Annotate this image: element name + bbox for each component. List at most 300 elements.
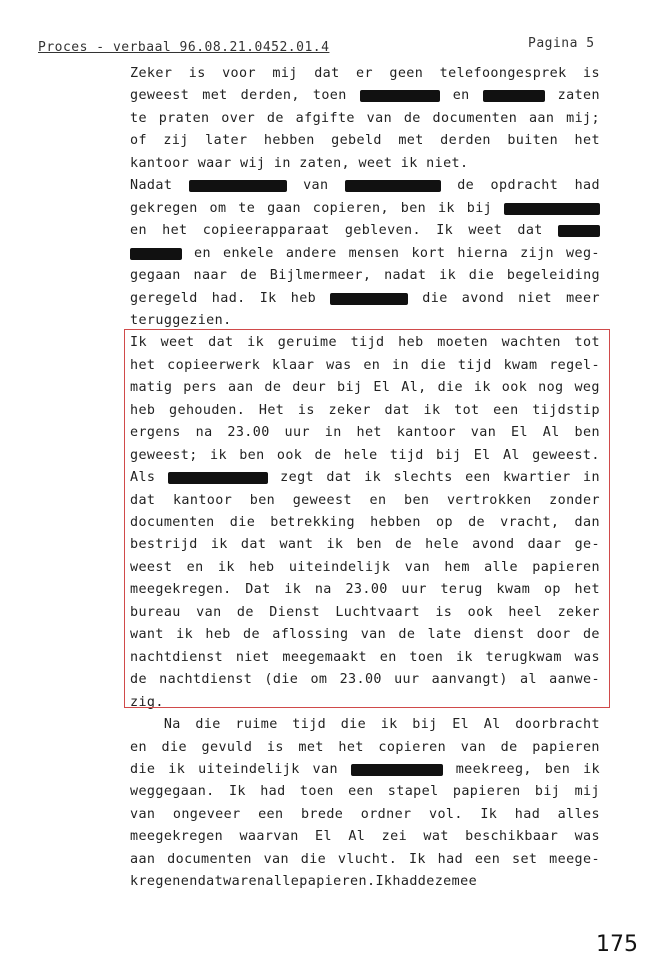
text-word: weest [130,559,173,575]
text-word: terugkwam [485,649,562,665]
text-word: ergens [130,425,181,441]
text-word: Al [502,447,520,463]
text-line [130,85,600,107]
text-word: was [326,357,352,373]
text-word: in [324,425,342,441]
text-word: papieren [452,784,521,800]
text-word: die [130,761,156,777]
text-word: ik [583,761,600,777]
text-word: ook [276,447,303,463]
text-word: regel- [549,357,600,373]
text-word: er [356,66,373,81]
text-word: en [186,559,204,575]
text-line [130,63,600,85]
text-word: kantoor [172,492,233,508]
text-word: de [582,627,600,643]
text-word: dat [240,537,267,553]
text-word: had [514,806,541,822]
text-word: nog [538,380,564,396]
text-word: de [403,110,421,126]
text-word: was [574,829,600,845]
text-word: geweest. [532,447,600,463]
text-word: al [520,672,537,688]
text-word: praten [158,110,210,126]
text-word: het [130,357,156,373]
text-word: nachtdienst [159,672,253,688]
text-word: betrekking [270,515,355,530]
text-word: op [435,515,453,530]
text-word: brede [300,806,344,822]
text-word: documenten [130,515,215,530]
text-word: aan [228,380,254,396]
text-word: weg- [566,245,600,261]
text-word: meegekregen [130,829,224,845]
text-word: de [457,178,475,194]
text-word: tot [454,402,480,418]
text-word: aan [528,110,555,126]
text-line [130,198,600,220]
text-word: de [264,380,282,396]
text-word: van [303,178,329,194]
text-word: buiten [507,133,559,149]
text-word: kwam [503,357,538,373]
text-word: van [460,739,487,755]
text-line [130,130,600,152]
text-word: na [314,582,332,598]
text-word: voor [222,66,256,81]
text-word: deze [417,874,452,890]
text-word: andere [285,245,337,261]
highlight-box [124,329,610,708]
text-word: ik [217,559,235,575]
text-word: over [221,110,256,126]
text-word: zonder [549,492,600,508]
text-word: geruime [277,335,337,351]
text-word: vracht, [500,515,560,530]
text-word: die [229,515,256,530]
text-word: uur [394,672,420,688]
text-word: copieerapparaat [202,223,330,239]
text-word: ongeveer [172,806,241,822]
text-word: die [195,717,221,733]
text-word: Na [130,717,181,733]
text-word: zijn [520,245,554,261]
text-word: van [366,110,393,126]
text-word: slechts [393,470,453,486]
text-word: de [398,627,416,643]
text-word: waarvan [239,829,299,845]
text-word: ik [380,717,398,733]
text-word: ik [423,402,441,418]
redaction-bar [483,90,545,102]
text-word: met [398,133,424,149]
text-word: ik [209,447,227,463]
text-word: te [130,110,147,126]
text-word: heb [249,559,275,575]
text-word: van [470,425,497,441]
text-word: ik [176,627,194,643]
text-word: stapel [387,784,439,800]
text-word: El [452,717,470,733]
text-word: waren [223,874,266,890]
text-line [130,243,600,265]
text-word: bij [436,447,462,463]
text-word: toen [299,784,334,800]
text-word: gaan [267,200,301,216]
text-word: hebben [263,133,315,149]
text-word: dat [326,470,352,486]
text-word: het [574,582,600,598]
redaction-bar [345,180,441,192]
text-word: een [474,851,501,867]
text-word: copieren [378,739,447,755]
text-word: is [297,402,315,418]
text-word: Ik [480,806,498,822]
text-word: klaar [272,357,315,373]
text-word: bij [534,784,561,800]
text-word: de [395,537,412,553]
text-word: alle [484,559,518,575]
text-line [130,737,600,759]
text-word: bij [466,200,493,216]
text-word: hebben [370,515,421,530]
text-word: het [162,223,188,239]
text-word: Luchtvaart [335,604,420,620]
text-word: geen [389,66,424,81]
text-word: Het [258,402,285,418]
text-word: avond [472,537,515,553]
text-word: van [404,559,431,575]
text-word: ook [467,604,493,620]
text-word: met [202,88,228,104]
text-line [130,175,600,197]
text-word: ge- [574,537,600,553]
text-word: een [465,470,491,486]
text-word: die [300,851,327,867]
text-word: vlucht. [337,851,398,867]
text-word: deur [292,380,327,396]
header-page-label: Pagina 5 [528,36,595,51]
text-word: dat [384,402,410,418]
text-word: aflossing [272,627,349,643]
text-word: uiteindelijk [198,761,300,777]
text-line [130,714,600,736]
text-word: ik [326,537,344,553]
text-word: dienst [473,627,525,643]
text-line [130,220,600,242]
text-word: ben [249,492,276,508]
text-word: die [437,380,463,396]
text-word: Al [542,425,560,441]
text-word: geweest [292,492,352,508]
text-word: afgifte [295,110,355,126]
text-word: Ik [436,223,454,239]
text-word: weet [468,223,503,239]
text-word: derden, [240,88,300,104]
text-word: Ik [408,851,426,867]
text-word: in [583,470,600,486]
text-word: alles [557,806,600,822]
text-word: weggegaan. [130,784,215,800]
text-word: had [574,178,600,194]
text-word: had [437,851,464,867]
text-word: mee [451,874,478,890]
text-word: beschikbaar [465,829,559,845]
text-word: de [236,604,254,620]
text-word: daar [527,537,562,553]
text-word: van [196,604,222,620]
text-word: uiteindelijk [288,559,391,575]
redaction-bar [360,90,440,102]
text-word: ben [574,425,600,441]
text-word: copieren, [312,200,389,216]
text-word: want [279,537,314,553]
text-word: terug [440,582,483,598]
text-word: geregeld [130,290,198,306]
text-word: zei [381,829,408,845]
text-word: van [360,627,387,643]
text-word: doorbracht [515,717,600,733]
text-word: El [315,829,332,845]
text-word: alle [265,874,300,890]
text-word: uur [284,425,310,441]
text-word: El [473,447,491,463]
text-word: uur [401,582,427,598]
text-word: gebeld [331,133,382,149]
text-word: Nadat [130,178,173,194]
text-word: te [238,200,256,216]
text-word: die [422,290,448,306]
text-word: wat [423,829,449,845]
text-word: Al, [401,380,427,396]
text-word: 23.00 [339,672,382,688]
page-number: 175 [596,932,638,957]
text-word: want [130,627,164,643]
text-word: van [130,806,156,822]
text-word: die [340,717,367,733]
text-word: vol. [429,806,463,822]
text-word: een [348,784,374,800]
redaction-bar [189,180,287,192]
text-word: heb [205,627,231,643]
redaction-bar [504,203,600,215]
redaction-bar [558,225,600,237]
text-word: hele [343,447,378,463]
text-word: papieren [532,559,600,575]
text-word: kwartier [502,470,571,486]
redaction-bar [330,293,408,305]
text-word: en [194,245,211,261]
text-word: de [266,110,284,126]
redaction-bar [351,764,443,776]
text-word: Als [130,470,156,486]
text-word: de [130,672,147,688]
text-word: wachten [501,335,561,351]
text-word: aanvangt) [431,672,508,688]
text-word: Ik [259,290,277,306]
text-word: en [452,88,470,104]
text-word: ben [544,761,571,777]
text-word: copieerwerk [167,357,261,373]
header-doc-ref: Proces - verbaal 96.08.21.0452.01.4 [38,40,330,55]
text-word: bij [337,380,363,396]
text-word: kwam [496,582,531,598]
text-word: Dat [245,582,271,598]
text-word: kantoor waar wij in zaten, weet ik niet. [130,155,469,171]
text-word: die [468,268,495,284]
text-word: is [583,66,600,81]
text-word: papieren [532,739,600,755]
redaction-bar [130,248,182,260]
text-word: ik [284,582,302,598]
text-word: documenten [167,851,252,867]
text-word: avond [461,290,505,306]
text-word: kort [411,245,446,261]
text-word: bij [412,717,438,733]
text-word: ik [247,335,265,351]
text-word: tijd [457,357,492,373]
text-word: El [511,425,528,441]
text-word: hierna [457,245,509,261]
text-word: meekreeg, [455,761,532,777]
text-word: had. [211,290,246,306]
text-word: een [258,806,284,822]
text-word: meer [566,290,600,306]
text-word: zeker [557,604,600,620]
text-word: aan [130,851,156,867]
text-word: moeten [437,335,488,351]
text-word: niet [518,290,552,306]
text-word: ik [168,761,186,777]
text-word: zij [163,133,189,149]
text-line [130,759,600,781]
text-word: het [338,739,364,755]
text-word: is [188,66,206,81]
text-word: dat [208,335,234,351]
text-word: teruggezien. [130,312,232,328]
text-word: de [500,739,518,755]
text-word: hele [425,537,459,553]
text-word: zegt [280,470,315,486]
text-word: Dienst [269,604,320,620]
text-word: geweest; [130,447,198,463]
text-word: Zeker [130,66,173,81]
text-word: is [266,739,284,755]
text-word: weet [160,335,195,351]
text-word: nadat [384,268,427,284]
text-word: van [263,851,289,867]
text-word: die [420,357,447,373]
text-word: ik [364,470,382,486]
text-word: tijd [350,335,385,351]
text-word: derden [440,133,491,149]
text-word: Ik [375,874,393,890]
text-word: heb [398,335,424,351]
text-word: tijd [292,717,327,733]
text-word: enkele [223,245,274,261]
text-word: ben [404,492,430,508]
text-line [130,849,600,871]
text-line [130,871,600,893]
text-word: opdracht [490,178,559,194]
text-word: tot [574,335,600,351]
text-word: matig [130,380,173,396]
text-word: had [392,874,418,890]
text-word: meege- [549,851,600,867]
text-line [130,804,600,826]
text-word: mensen [348,245,400,261]
text-word: had [260,784,286,800]
text-word: ik [473,380,491,396]
text-word: dan [574,515,600,530]
text-word: documenten [432,110,518,126]
text-word: heb [290,290,317,306]
text-word: telefoongesprek [439,66,567,81]
text-word: met [298,739,324,755]
text-word: bureau [130,604,181,620]
text-word: zig. [130,694,164,710]
text-word: kantoor [396,425,456,441]
text-word: of [130,133,147,149]
text-word: ordner [360,806,412,822]
text-word: en [180,874,198,890]
text-word: op [543,582,561,598]
text-word: gegaan [130,268,181,284]
text-word: de [314,447,332,463]
text-word: dat [517,223,543,239]
text-word: de [240,268,258,284]
text-word: was [574,649,600,665]
text-word: de [243,627,260,643]
text-word: ben [239,447,265,463]
text-word: naar [193,268,228,284]
text-word: van [312,761,338,777]
text-line [130,108,600,130]
text-word: is [435,604,453,620]
text-word: het [356,425,382,441]
text-word: gebleven. [344,223,421,239]
text-word: door [536,627,571,643]
text-word: set [512,851,538,867]
text-line [130,265,600,287]
text-word: aanwe- [549,672,600,688]
text-word: ik [439,268,457,284]
text-word: hem [444,559,470,575]
text-line [130,781,600,803]
text-word: een [493,402,519,418]
text-word: mij [272,66,298,81]
text-line [130,153,600,175]
text-word: het [574,133,600,149]
text-word: in [392,357,409,373]
text-word: dat [197,874,224,890]
text-word: El [373,380,391,396]
text-word: gekregen [130,200,198,216]
text-word: zaten [557,88,600,104]
text-word: zeker [328,402,371,418]
text-word: mij; [566,110,600,126]
text-word: na [195,425,213,441]
text-word: en [363,357,381,373]
text-word: gevuld [201,739,253,755]
text-word: Ik [130,335,147,351]
text-word: mij [574,784,600,800]
text-word: ben [400,200,427,216]
text-word: later [205,133,248,149]
text-word: late [427,627,462,643]
text-word: 23.00 [345,582,388,598]
text-line [130,826,600,848]
